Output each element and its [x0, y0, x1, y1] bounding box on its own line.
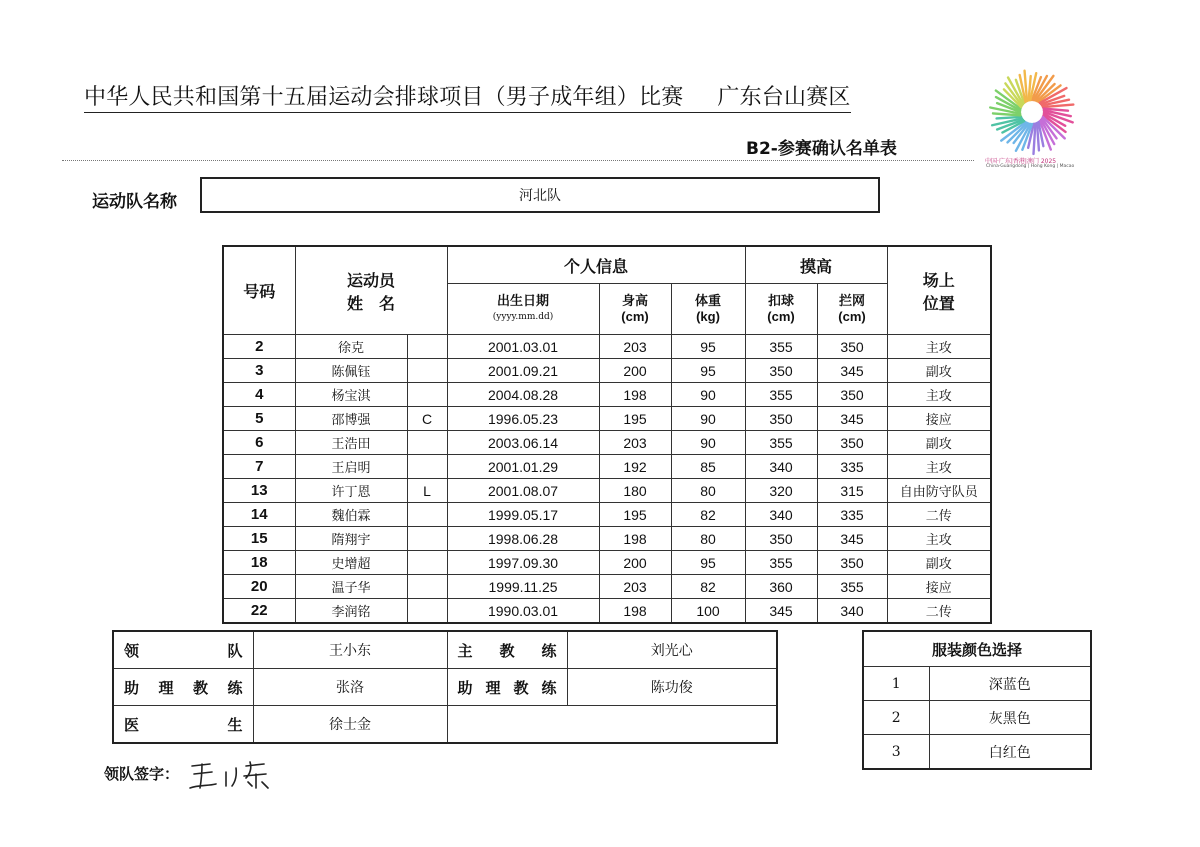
table-row	[223, 479, 991, 503]
player-block: 345	[817, 407, 887, 431]
player-weight: 95	[671, 551, 745, 575]
uniform-color-table	[862, 630, 1092, 770]
player-spike: 340	[745, 455, 817, 479]
player-birth: 1997.09.30	[447, 551, 599, 575]
label-char: 主	[457, 641, 473, 660]
header-athlete: 运动员	[347, 272, 396, 290]
label-char: 教	[513, 678, 529, 697]
table-row	[863, 701, 1091, 735]
doctor-label	[113, 706, 253, 744]
table-row	[223, 575, 991, 599]
player-birth: 2001.01.29	[447, 455, 599, 479]
assistant-coach-name: 张洛	[253, 669, 447, 706]
head-coach-label	[447, 631, 567, 669]
label-char: 生	[227, 715, 243, 734]
player-height: 195	[599, 407, 671, 431]
title-main: 中华人民共和国第十五届运动会排球项目（男子成年组）比赛	[84, 85, 684, 110]
player-role	[407, 575, 447, 599]
player-spike: 355	[745, 431, 817, 455]
player-weight: 82	[671, 503, 745, 527]
head-coach-name: 刘光心	[567, 631, 777, 669]
assistant-coach-label	[113, 669, 253, 706]
table-row	[223, 335, 991, 359]
player-height: 198	[599, 383, 671, 407]
player-height: 180	[599, 479, 671, 503]
uniform-color-title: 服装颜色选择	[863, 631, 1091, 667]
player-name: 杨宝淇	[295, 383, 407, 407]
player-position: 二传	[887, 503, 991, 527]
header-reach: 摸高	[745, 246, 887, 284]
staff-row	[113, 631, 777, 669]
header-block-label: 拦网	[839, 293, 866, 308]
table-row	[223, 599, 991, 624]
player-weight: 90	[671, 431, 745, 455]
header-spike	[745, 284, 817, 335]
player-name: 许丁恩	[295, 479, 407, 503]
header-personal-info: 个人信息	[447, 246, 745, 284]
label-char: 理	[158, 678, 174, 697]
player-number: 15	[223, 527, 295, 551]
player-name: 史增超	[295, 551, 407, 575]
player-number: 6	[223, 431, 295, 455]
logo-text: 中国·广东|香港|澳门 2025	[985, 158, 1057, 165]
assistant-coach-2-label	[447, 669, 567, 706]
header-block-unit: (cm)	[838, 309, 866, 324]
label-char: 队	[227, 641, 243, 660]
player-role	[407, 431, 447, 455]
title-region: 广东台山赛区	[717, 85, 851, 110]
player-name: 王浩田	[295, 431, 407, 455]
signature-label: 领队签字：	[104, 765, 180, 783]
player-spike: 350	[745, 359, 817, 383]
label-char: 练	[227, 678, 243, 697]
player-position: 副攻	[887, 431, 991, 455]
staff-table	[112, 630, 778, 744]
table-row	[223, 407, 991, 431]
player-block: 350	[817, 551, 887, 575]
header-weight	[671, 284, 745, 335]
player-number: 18	[223, 551, 295, 575]
assistant-coach-2-name: 陈功俊	[567, 669, 777, 706]
player-birth: 1990.03.01	[447, 599, 599, 624]
player-height: 200	[599, 551, 671, 575]
player-block: 355	[817, 575, 887, 599]
table-row	[223, 431, 991, 455]
player-height: 203	[599, 575, 671, 599]
staff-row	[113, 669, 777, 706]
player-spike: 350	[745, 527, 817, 551]
player-position: 二传	[887, 599, 991, 624]
header-position	[887, 246, 991, 335]
table-row	[223, 383, 991, 407]
player-number: 4	[223, 383, 295, 407]
player-weight: 95	[671, 359, 745, 383]
player-name: 邵博强	[295, 407, 407, 431]
logo-subtext: China·Guangdong | Hong Kong | Macao	[986, 164, 1075, 169]
empty-cell	[447, 706, 777, 744]
header-birth	[447, 284, 599, 335]
player-spike: 355	[745, 335, 817, 359]
player-name: 隋翔宇	[295, 527, 407, 551]
player-role	[407, 599, 447, 624]
team-name-label: 运动队名称	[92, 192, 177, 212]
header-name: 姓 名	[347, 295, 396, 313]
player-position: 主攻	[887, 383, 991, 407]
header-height	[599, 284, 671, 335]
color-option-number: 1	[863, 667, 929, 701]
header-block	[817, 284, 887, 335]
player-height: 195	[599, 503, 671, 527]
label-char: 教	[192, 678, 208, 697]
player-name: 李润铭	[295, 599, 407, 624]
player-height: 203	[599, 431, 671, 455]
table-row	[223, 455, 991, 479]
player-name: 徐克	[295, 335, 407, 359]
player-weight: 90	[671, 407, 745, 431]
player-birth: 2001.09.21	[447, 359, 599, 383]
header-weight-unit: (kg)	[696, 309, 720, 324]
header-spike-unit: (cm)	[767, 309, 795, 324]
table-row	[863, 667, 1091, 701]
label-char: 助	[457, 678, 473, 697]
player-position: 自由防守队员	[887, 479, 991, 503]
color-option-number: 2	[863, 701, 929, 735]
player-spike: 355	[745, 383, 817, 407]
label-char: 练	[541, 641, 557, 660]
label-char: 医	[124, 715, 140, 734]
player-block: 335	[817, 455, 887, 479]
header-spike-label: 扣球	[768, 293, 795, 308]
player-role	[407, 503, 447, 527]
label-char: 教	[499, 641, 515, 660]
player-weight: 80	[671, 527, 745, 551]
header-birth-label: 出生日期	[497, 293, 550, 308]
player-name: 王启明	[295, 455, 407, 479]
page-title	[84, 80, 851, 113]
player-birth: 1999.05.17	[447, 503, 599, 527]
player-block: 350	[817, 431, 887, 455]
player-height: 192	[599, 455, 671, 479]
player-spike: 350	[745, 407, 817, 431]
player-spike: 360	[745, 575, 817, 599]
player-weight: 100	[671, 599, 745, 624]
roster-body	[223, 335, 991, 624]
roster-table	[222, 245, 992, 624]
player-role: C	[407, 407, 447, 431]
player-name: 温子华	[295, 575, 407, 599]
player-block: 340	[817, 599, 887, 624]
player-block: 345	[817, 359, 887, 383]
player-position: 副攻	[887, 551, 991, 575]
color-option-number: 3	[863, 735, 929, 770]
player-position: 主攻	[887, 335, 991, 359]
player-name: 陈佩钰	[295, 359, 407, 383]
player-weight: 95	[671, 335, 745, 359]
player-birth: 2001.08.07	[447, 479, 599, 503]
header-athlete-name	[295, 246, 447, 335]
table-row	[223, 503, 991, 527]
player-block: 350	[817, 383, 887, 407]
player-height: 200	[599, 359, 671, 383]
table-row	[223, 551, 991, 575]
player-role	[407, 335, 447, 359]
header-position-1: 场上	[922, 272, 955, 290]
player-role	[407, 455, 447, 479]
player-name: 魏伯霖	[295, 503, 407, 527]
player-number: 7	[223, 455, 295, 479]
player-number: 13	[223, 479, 295, 503]
header-position-2: 位置	[922, 295, 955, 313]
player-number: 14	[223, 503, 295, 527]
player-position: 副攻	[887, 359, 991, 383]
table-row	[223, 359, 991, 383]
player-number: 20	[223, 575, 295, 599]
player-spike: 355	[745, 551, 817, 575]
player-number: 2	[223, 335, 295, 359]
player-height: 198	[599, 599, 671, 624]
player-position: 主攻	[887, 455, 991, 479]
player-weight: 85	[671, 455, 745, 479]
header-weight-label: 体重	[695, 293, 722, 308]
table-row	[223, 527, 991, 551]
header-height-unit: (cm)	[621, 309, 649, 324]
header-number: 号码	[223, 246, 295, 335]
player-spike: 320	[745, 479, 817, 503]
player-block: 345	[817, 527, 887, 551]
player-weight: 90	[671, 383, 745, 407]
label-char: 理	[485, 678, 501, 697]
player-weight: 80	[671, 479, 745, 503]
color-option-name: 灰黑色	[929, 701, 1091, 735]
player-role	[407, 359, 447, 383]
player-role	[407, 527, 447, 551]
games-logo-icon	[982, 60, 1082, 170]
player-block: 350	[817, 335, 887, 359]
player-role	[407, 383, 447, 407]
player-role	[407, 551, 447, 575]
player-number: 5	[223, 407, 295, 431]
player-spike: 345	[745, 599, 817, 624]
header-height-label: 身高	[622, 293, 649, 308]
label-char: 练	[541, 678, 557, 697]
player-height: 203	[599, 335, 671, 359]
player-block: 315	[817, 479, 887, 503]
player-number: 22	[223, 599, 295, 624]
handwritten-signature	[186, 752, 276, 794]
leader-label	[113, 631, 253, 669]
logo-ray	[997, 117, 1022, 118]
dotted-divider	[62, 160, 974, 161]
player-birth: 1996.05.23	[447, 407, 599, 431]
label-char: 领	[124, 641, 140, 660]
player-position: 接应	[887, 407, 991, 431]
player-birth: 2001.03.01	[447, 335, 599, 359]
player-position: 主攻	[887, 527, 991, 551]
player-spike: 340	[745, 503, 817, 527]
player-number: 3	[223, 359, 295, 383]
player-birth: 2004.08.28	[447, 383, 599, 407]
table-row	[863, 735, 1091, 770]
player-birth: 2003.06.14	[447, 431, 599, 455]
header-birth-format: (yyyy.mm.dd)	[492, 312, 554, 322]
player-role: L	[407, 479, 447, 503]
staff-row	[113, 706, 777, 744]
player-height: 198	[599, 527, 671, 551]
player-position: 接应	[887, 575, 991, 599]
label-char: 助	[124, 678, 140, 697]
color-option-name: 深蓝色	[929, 667, 1091, 701]
color-option-name: 白红色	[929, 735, 1091, 770]
player-block: 335	[817, 503, 887, 527]
team-name-value: 河北队	[519, 188, 561, 204]
leader-name: 王小东	[253, 631, 447, 669]
form-subtitle: B2-参赛确认名单表	[746, 139, 897, 159]
player-birth: 1999.11.25	[447, 575, 599, 599]
doctor-name: 徐士金	[253, 706, 447, 744]
player-weight: 82	[671, 575, 745, 599]
team-name-field	[200, 177, 880, 213]
player-birth: 1998.06.28	[447, 527, 599, 551]
